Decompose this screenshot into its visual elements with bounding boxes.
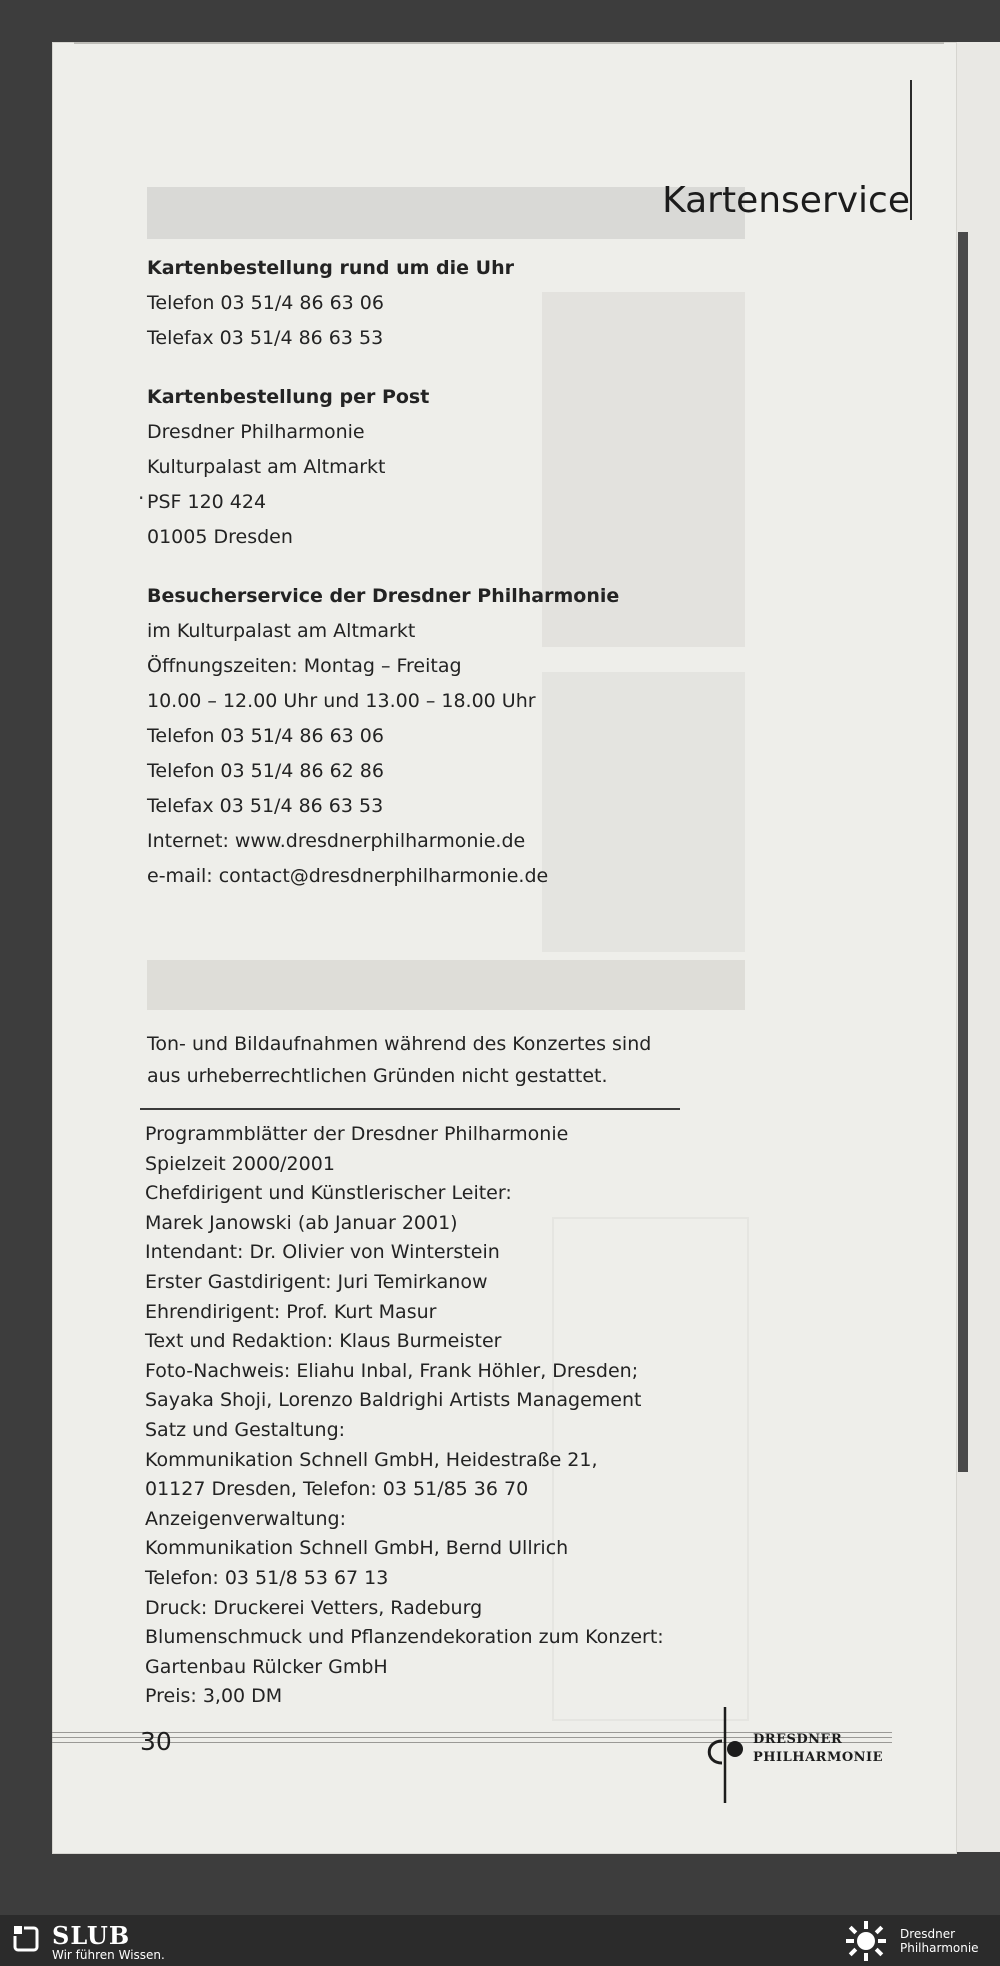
text-line: Telefon 03 51/4 86 62 86: [147, 760, 384, 782]
library-name[interactable]: SLUB: [52, 1921, 131, 1950]
imprint-line: Marek Janowski (ab Januar 2001): [145, 1211, 458, 1234]
text-line: 10.00 – 12.00 Uhr und 13.00 – 18.00 Uhr: [147, 690, 536, 712]
text-line: Telefon 03 51/4 86 63 06: [147, 725, 384, 747]
recording-notice: [147, 1028, 651, 1092]
imprint-line: Chefdirigent und Künstlerischer Leiter:: [145, 1182, 512, 1205]
page-top-edge: [74, 42, 944, 44]
dp-logo-icon: [695, 1705, 755, 1805]
imprint-line: Gartenbau Rülcker GmbH: [145, 1655, 388, 1678]
imprint-line: Intendant: Dr. Olivier von Winterstein: [145, 1241, 500, 1264]
bullet-mark: ·: [138, 486, 145, 510]
imprint-line: Druck: Druckerei Vetters, Radeburg: [145, 1596, 483, 1619]
imprint-line: Anzeigenverwaltung:: [145, 1507, 346, 1530]
imprint-line: Sayaka Shoji, Lorenzo Baldrighi Artists Management: [145, 1389, 642, 1412]
imprint-line: Spielzeit 2000/2001: [145, 1152, 335, 1175]
imprint-line: Ehrendirigent: Prof. Kurt Masur: [145, 1300, 437, 1323]
text-line: Telefax 03 51/4 86 63 53: [147, 795, 384, 817]
bleed-through-banner: [147, 187, 745, 239]
imprint-line: Programmblätter der Dresdner Philharmonie: [145, 1123, 569, 1145]
section-heading: Besucherservice der Dresdner Philharmonie: [147, 585, 620, 607]
viewer-footer-bar: [0, 1915, 1000, 1966]
text-line: 01005 Dresden: [147, 526, 293, 548]
logo-line-1: DRESDNER: [753, 1732, 843, 1747]
bleed-through-band: [147, 960, 745, 1010]
text-line: Dresdner Philharmonie: [147, 421, 365, 443]
dresdner-philharmonie-logo: [695, 1705, 895, 1805]
imprint: [145, 1120, 664, 1712]
text-line: im Kulturpalast am Altmarkt: [147, 620, 416, 642]
imprint-line: Kommunikation Schnell GmbH, Bernd Ullrich: [145, 1537, 569, 1560]
imprint-line: Foto-Nachweis: Eliahu Inbal, Frank Höhler, Dresden;: [145, 1359, 639, 1382]
ticket-order-section: [147, 251, 619, 894]
text-line: Telefax 03 51/4 86 63 53: [147, 327, 384, 349]
imprint-line: Text und Redaktion: Klaus Burmeister: [145, 1330, 502, 1353]
partner-name[interactable]: [900, 1927, 979, 1955]
imprint-line: Erster Gastdirigent: Juri Temirkanow: [145, 1270, 488, 1293]
text-line: aus urheberrechtlichen Gründen nicht gestattet.: [147, 1065, 608, 1087]
imprint-line: Preis: 3,00 DM: [145, 1685, 283, 1708]
section-heading: Kartenbestellung per Post: [147, 386, 430, 408]
section-heading: Kartenbestellung rund um die Uhr: [147, 257, 514, 279]
text-line: Kulturpalast am Altmarkt: [147, 456, 386, 478]
text-line: Öffnungszeiten: Montag – Freitag: [147, 655, 462, 677]
website-text: Internet: www.dresdnerphilharmonie.de: [147, 830, 526, 852]
slub-logo-icon[interactable]: [12, 1924, 42, 1954]
partner-line-2: Philharmonie: [900, 1941, 979, 1955]
imprint-line: 01127 Dresden, Telefon: 03 51/85 36 70: [145, 1478, 529, 1501]
imprint-line: Satz und Gestaltung:: [145, 1418, 346, 1441]
library-tagline: Wir führen Wissen.: [52, 1948, 165, 1962]
imprint-line: Kommunikation Schnell GmbH, Heidestraße 21,: [145, 1448, 598, 1471]
text-line: PSF 120 424: [147, 491, 267, 513]
text-line: Telefon 03 51/4 86 63 06: [147, 292, 384, 314]
partner-logo-icon[interactable]: [843, 1919, 889, 1963]
facing-page-shadow: [958, 232, 968, 1472]
logo-line-2: PHILHARMONIE: [753, 1750, 884, 1765]
page-number: 30: [140, 1727, 172, 1756]
email-text: e-mail: contact@dresdnerphilharmonie.de: [147, 865, 549, 887]
imprint-line: Blumenschmuck und Pflanzendekoration zum Konzert:: [145, 1626, 664, 1649]
page-title: Kartenservice: [662, 180, 910, 221]
partner-line-1: Dresdner: [900, 1927, 956, 1941]
text-line: Ton- und Bildaufnahmen während des Konzertes sind: [147, 1033, 652, 1055]
divider: [140, 1108, 680, 1110]
page-fold-line: [910, 80, 912, 220]
imprint-line: Telefon: 03 51/8 53 67 13: [145, 1566, 389, 1589]
